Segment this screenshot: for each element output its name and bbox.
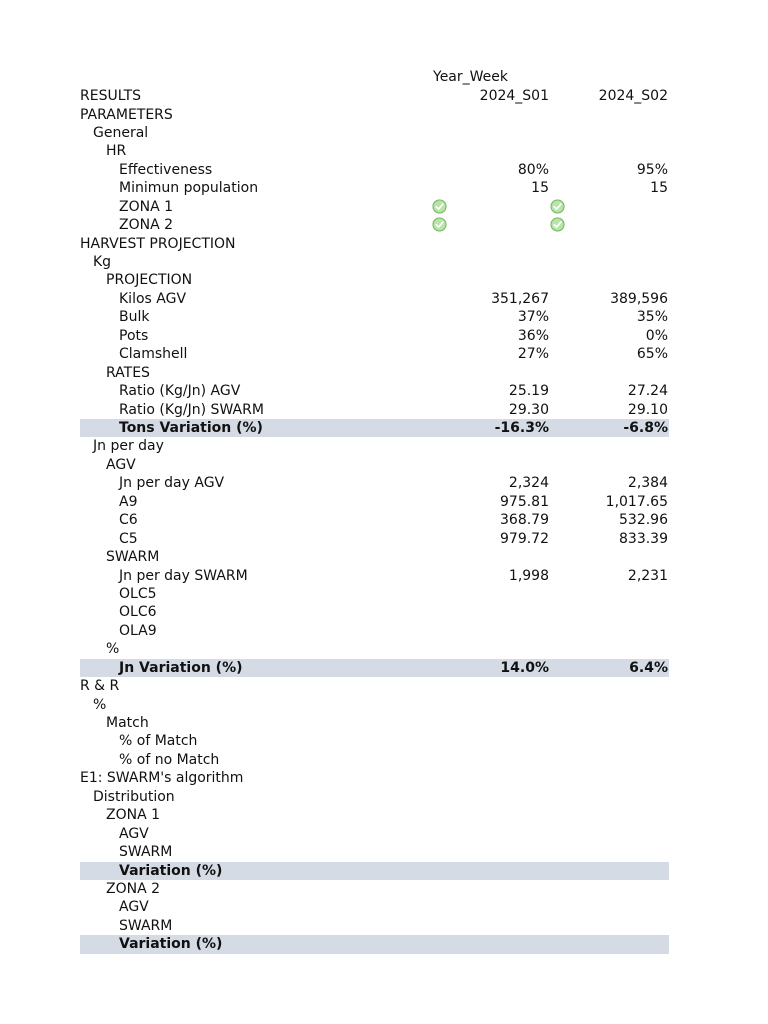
table-row — [80, 640, 669, 658]
row-label: C5 — [119, 530, 138, 547]
value-2024-s02: -6.8% — [623, 419, 668, 436]
table-row — [80, 696, 669, 714]
row-label: Kg — [93, 254, 112, 271]
table-row — [80, 401, 669, 419]
value-2024-s02: 29.10 — [627, 401, 668, 418]
table-row — [80, 327, 669, 345]
row-label: OLA9 — [119, 622, 157, 639]
table-row — [80, 271, 669, 289]
row-label: Ratio (Kg/Jn) SWARM — [119, 401, 264, 418]
value-2024-s01: 368.79 — [500, 512, 549, 529]
row-label: RATES — [106, 364, 150, 381]
table-row — [80, 364, 669, 382]
row-label: E1: SWARM's algorithm — [80, 770, 244, 787]
value-2024-s01: 80% — [517, 161, 549, 178]
row-label: ZONA 1 — [106, 807, 161, 824]
table-row — [80, 493, 669, 511]
row-label: PARAMETERS — [80, 106, 173, 123]
value-2024-s02: 27.24 — [627, 383, 668, 400]
table-row — [80, 253, 669, 271]
table-row — [80, 308, 669, 326]
value-2024-s02: 1,017.65 — [605, 493, 668, 510]
table-row — [80, 917, 669, 935]
header-row — [80, 87, 669, 105]
value-2024-s01: 15 — [531, 180, 549, 197]
row-label: AGV — [106, 456, 136, 473]
table-row — [80, 732, 669, 750]
row-label: R & R — [80, 678, 120, 695]
value-2024-s01: 1,998 — [508, 567, 549, 584]
table-row — [80, 511, 669, 529]
column-header-2024-s01: 2024_S01 — [479, 88, 549, 104]
value-2024-s02: 833.39 — [619, 530, 668, 547]
table-row — [80, 382, 669, 400]
row-label: C6 — [119, 512, 138, 529]
row-label: Variation (%) — [119, 936, 223, 953]
table-row — [80, 161, 669, 179]
row-label: Bulk — [119, 309, 150, 326]
table-row — [80, 216, 669, 234]
value-2024-s01: 975.81 — [500, 493, 549, 510]
table-row — [80, 235, 669, 253]
check-circle-icon — [432, 199, 447, 214]
check-circle-icon — [550, 199, 565, 214]
table-row — [80, 825, 669, 843]
value-2024-s02: 0% — [645, 327, 668, 344]
table-row — [80, 106, 669, 124]
row-label: Clamshell — [119, 346, 188, 363]
variation-row — [80, 862, 669, 880]
row-label: OLC5 — [119, 585, 157, 602]
table-row — [80, 751, 669, 769]
table-row — [80, 179, 669, 197]
variation-row — [80, 419, 669, 437]
year-week-label: Year_Week — [433, 69, 508, 85]
row-label: General — [93, 124, 149, 141]
value-2024-s02: 532.96 — [619, 512, 668, 529]
value-2024-s02: 15 — [650, 180, 668, 197]
table-row — [80, 437, 669, 455]
table-row — [80, 198, 669, 216]
row-label: ZONA 2 — [106, 880, 161, 897]
row-label: Minimun population — [119, 180, 259, 197]
row-label: SWARM — [119, 844, 173, 861]
value-2024-s01: 37% — [517, 309, 549, 326]
row-label: ZONA 1 — [119, 198, 174, 215]
table-row — [80, 769, 669, 787]
value-2024-s01: 14.0% — [500, 659, 549, 676]
row-label: AGV — [119, 899, 149, 916]
row-label: ZONA 2 — [119, 217, 174, 234]
value-2024-s01: 2,324 — [508, 475, 549, 492]
row-label: % — [93, 696, 107, 713]
value-2024-s01: 36% — [517, 327, 549, 344]
row-label: Jn per day AGV — [119, 475, 225, 492]
table-row — [80, 474, 669, 492]
table-row — [80, 898, 669, 916]
value-2024-s02: 2,231 — [627, 567, 668, 584]
table-row — [80, 788, 669, 806]
row-label: Pots — [119, 327, 149, 344]
value-2024-s02: 35% — [636, 309, 668, 326]
table-row — [80, 142, 669, 160]
value-2024-s02: 95% — [636, 161, 668, 178]
value-2024-s02: 6.4% — [629, 659, 668, 676]
table-row — [80, 124, 669, 142]
value-2024-s01: 25.19 — [508, 383, 549, 400]
row-label: Distribution — [93, 788, 175, 805]
row-label: PROJECTION — [106, 272, 193, 289]
value-2024-s01: 979.72 — [500, 530, 549, 547]
table-row — [80, 290, 669, 308]
check-circle-icon — [432, 217, 447, 232]
table-row — [80, 622, 669, 640]
row-label: Jn per day SWARM — [119, 567, 248, 584]
row-label: Variation (%) — [119, 862, 223, 879]
row-label: % of Match — [119, 733, 198, 750]
table-row — [80, 714, 669, 732]
row-label: Jn Variation (%) — [119, 659, 243, 676]
table-row — [80, 567, 669, 585]
value-2024-s02: 65% — [636, 346, 668, 363]
table-row — [80, 548, 669, 566]
value-2024-s01: 29.30 — [508, 401, 549, 418]
table-row — [80, 677, 669, 695]
row-label: HR — [106, 143, 127, 160]
table-row — [80, 603, 669, 621]
row-label: Tons Variation (%) — [119, 419, 263, 436]
variation-row — [80, 935, 669, 953]
table-row — [80, 585, 669, 603]
row-label: AGV — [119, 825, 149, 842]
results-label: RESULTS — [80, 88, 142, 104]
variation-row — [80, 659, 669, 677]
row-label: A9 — [119, 493, 138, 510]
row-label: OLC6 — [119, 604, 157, 621]
table-row — [80, 806, 669, 824]
value-2024-s01: -16.3% — [494, 419, 549, 436]
value-2024-s01: 27% — [517, 346, 549, 363]
row-label: Ratio (Kg/Jn) AGV — [119, 383, 241, 400]
table-row — [80, 843, 669, 861]
row-label: Kilos AGV — [119, 290, 187, 307]
row-label: SWARM — [106, 549, 160, 566]
row-label: % — [106, 641, 120, 658]
row-label: Jn per day — [93, 438, 164, 455]
column-header-2024-s02: 2024_S02 — [598, 88, 668, 104]
row-label: HARVEST PROJECTION — [80, 235, 236, 252]
value-2024-s01: 351,267 — [491, 290, 549, 307]
table-row — [80, 880, 669, 898]
row-label: Match — [106, 715, 149, 732]
table-row — [80, 456, 669, 474]
table-row — [80, 345, 669, 363]
value-2024-s02: 389,596 — [610, 290, 668, 307]
value-2024-s02: 2,384 — [627, 475, 668, 492]
table-row — [80, 530, 669, 548]
row-label: SWARM — [119, 917, 173, 934]
row-label: % of no Match — [119, 751, 220, 768]
check-circle-icon — [550, 217, 565, 232]
row-label: Effectiveness — [119, 161, 213, 178]
